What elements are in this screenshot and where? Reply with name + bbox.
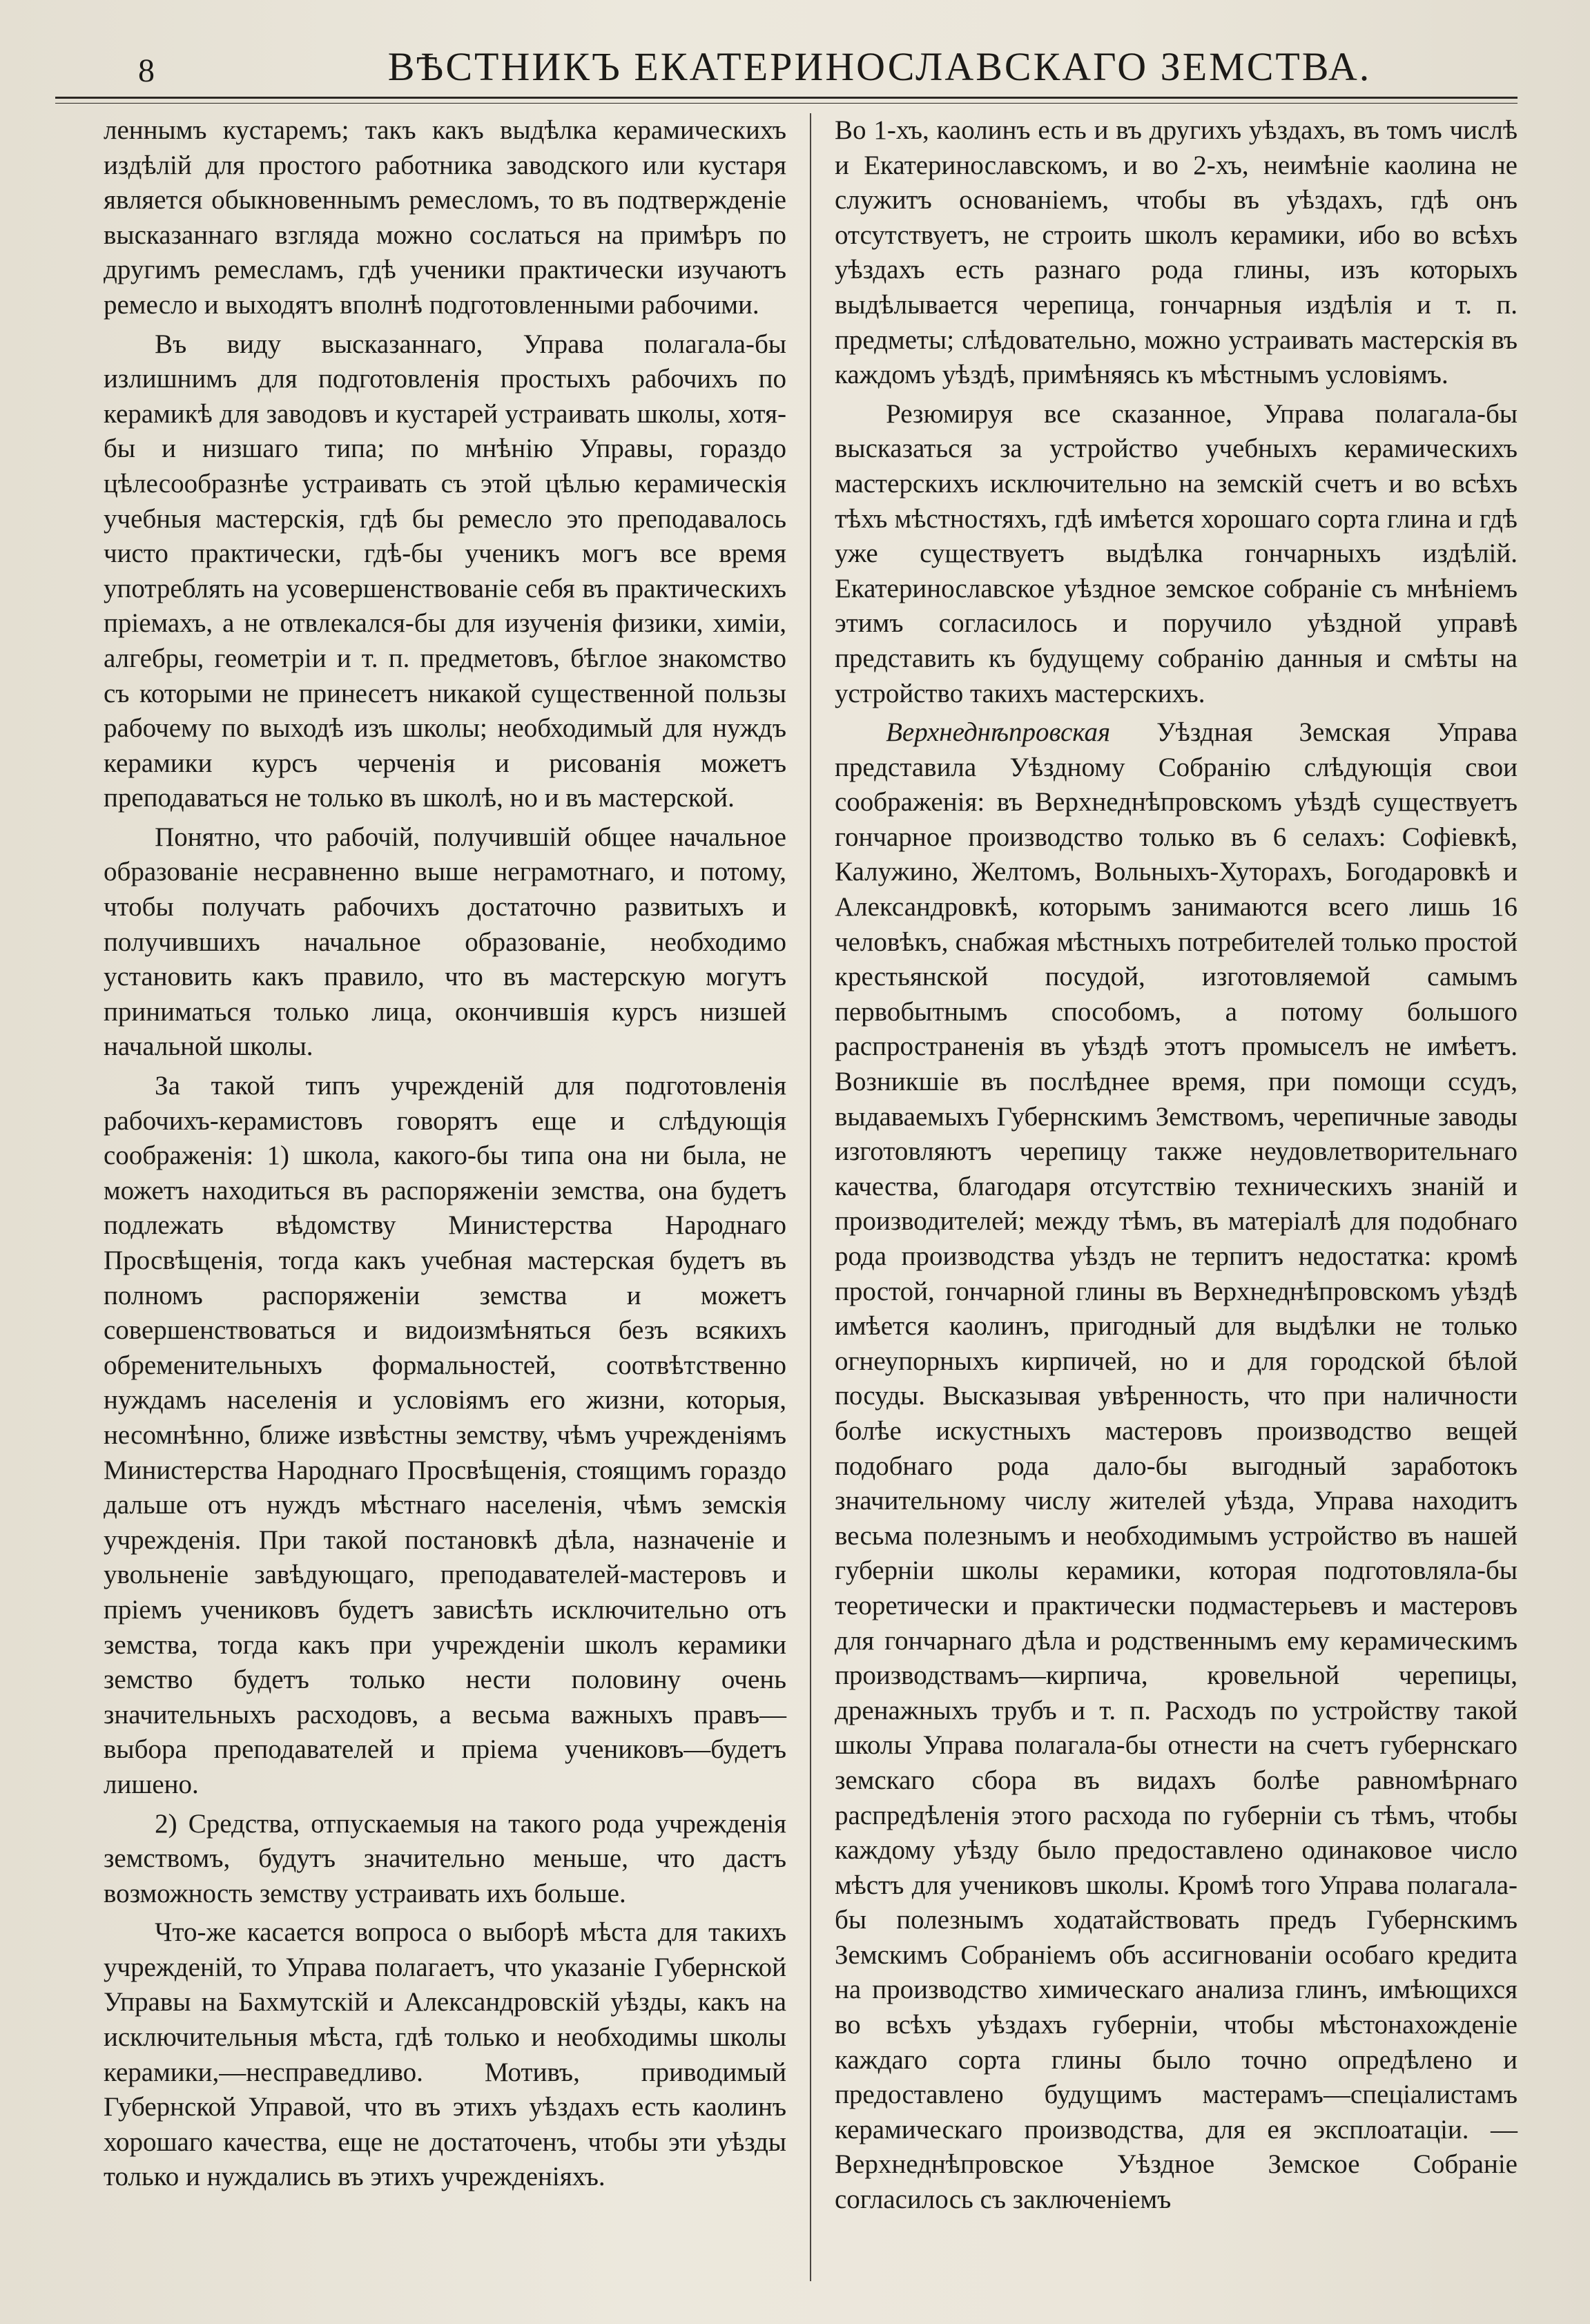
paragraph: Понятно, что рабочій, получившій общее начальное образованіе несравненно выше неграмотнаго, и потому, чтобы получать рабочихъ достаточно развитыхъ и получившихъ начальное образованіе, необходимо установить какъ правило, что въ мастерскую могутъ приниматься только лица, окончившія курсъ низшей начальной школы.	[104, 822, 786, 1062]
paragraph: 2) Средства, отпускаемыя на такого рода учрежденія земствомъ, будутъ значительно меньше, что дастъ возможность земству устраивать ихъ больше.	[104, 1808, 786, 1908]
paragraph: Во 1-хъ, каолинъ есть и въ другихъ уѣздахъ, въ томъ числѣ и Екатеринославскомъ, и во 2-хъ, неимѣніе каолина не служитъ основаніемъ, чтобы въ уѣздахъ, гдѣ онъ отсутствуетъ, не строить школъ керамики, ибо во всѣхъ уѣздахъ есть разнаго рода глины, изъ которыхъ выдѣлывается черепица, гончарныя издѣлія и т. п. предметы; слѣдовательно, можно устраивать мастерскія въ каждомъ уѣздѣ, примѣняясь къ мѣстнымъ условіямъ.	[835, 115, 1518, 390]
running-title: ВѢСТНИКЪ ЕКАТЕРИНОСЛАВСКАГО ЗЕМСТВА.	[387, 44, 1372, 89]
district-name-italic: Верхнеднѣпровская	[886, 717, 1111, 748]
paragraph: Резюмируя все сказанное, Управа полагала-бы высказаться за устройство учебныхъ керамическихъ мастерскихъ исключительно на земскій счетъ и во всѣхъ тѣхъ мѣстностяхъ, гдѣ имѣется хорошаго сорта глина и гдѣ уже существуетъ выдѣлка гончарныхъ издѣлій. Екатеринославское уѣздное земское собраніе съ мнѣніемъ этимъ согласилось и поручило уѣздной управѣ представить къ будущему собранію данныя и смѣты на устройство такихъ мастерскихъ.	[835, 398, 1518, 708]
paragraph-text: Уѣздная Земская Управа представила Уѣздному Собранію слѣдующія свои соображенія: въ Верхнеднѣпровскомъ уѣздѣ существуетъ гончарное производство только въ 6 селахъ: Софіевкѣ, Калужино, Желтомъ, Вольныхъ-Хуторахъ, Богодаровкѣ и Александровкѣ, которымъ занимаются всего лишь 16 человѣкъ, снабжая мѣстныхъ потребителей только простой крестьянской посудой, изготовляемой самымъ первобытнымъ способомъ, а потому большого распространенія въ уѣздѣ этотъ промыселъ не имѣетъ. Возникшіе въ послѣднее время, при помощи ссудъ, выдаваемыхъ Губернскимъ Земствомъ, черепичные заводы изготовляютъ черепицу также неудовлетворительнаго качества, благодаря отсутствію техническихъ знаній и производителей; между тѣмъ, въ матеріалѣ для подобнаго рода производства уѣздъ не терпитъ недостатка: кромѣ простой, гончарной глины въ Верхнеднѣпровскомъ уѣздѣ имѣется каолинъ, пригодный для выдѣлки не только огнеупорныхъ кирпичей, но и для городской бѣлой посуды. Высказывая увѣренность, что при наличности болѣе искустныхъ мастеровъ производство вещей подобнаго рода дало-бы выгодный заработокъ значительному числу жителей уѣзда, Управа находитъ весьма полезнымъ и необходимымъ устройство въ нашей губерніи школы керамики, которая подготовляла-бы теоретически и практически подмастерьевъ и мастеровъ для гончарнаго дѣла и родственнымъ ему керамическимъ производствамъ—кирпича, кровельной черепицы, дренажныхъ трубъ и т. п. Расходъ по устройству такой школы Управа полагала-бы отнести на счетъ губернскаго земскаго сбора въ видахъ болѣе равномѣрнаго распредѣленія этого расхода по губерніи съ тѣмъ, чтобы каждому уѣзду было предоставлено одинаковое число мѣстъ для учениковъ школы. Кромѣ того Управа полагала-бы полезнымъ ходатайствовать предъ Губернскимъ Земскимъ Собраніемъ объ ассигнованіи особаго кредита на производство химическаго анализа глинъ, имѣющихся во всѣхъ уѣздахъ губерніи, чтобы мѣстонахожденіе каждаго сорта глины было точно опредѣлено и предоставлено будущимъ мастерамъ—спеціалистамъ керамическаго производства, для ея эксплоатаціи. — Верхнеднѣпровское Уѣздное Земское Собраніе согласилось съ заключеніемъ	[835, 717, 1518, 2215]
paragraph: За такой типъ учрежденій для подготовленія рабочихъ-керамистовъ говорятъ еще и слѣдующія соображенія: 1) школа, какого-бы типа она ни была, не можетъ находиться въ распоряженіи земства, она будетъ подлежать вѣдомству Министерства Народнаго Просвѣщенія, тогда какъ учебная мастерская будетъ въ полномъ распоряженіи земства и можетъ совершенствоваться и видоизмѣняться безъ всякихъ обременительныхъ формальностей, соотвѣтственно нуждамъ населенія и условіямъ его жизни, которыя, несомнѣнно, ближе извѣстны земству, чѣмъ учрежденіямъ Министерства Народнаго Просвѣщенія, стоящимъ гораздо дальше отъ нуждъ мѣстнаго населенія, чѣмъ земскія учрежденія. При такой постановкѣ дѣла, назначеніе и увольненіе завѣдующаго, преподавателей-мастеровъ и пріемъ учениковъ будетъ зависѣть исключительно отъ земства, тогда какъ при учрежденіи школъ керамики земство будетъ только нести половину очень значительныхъ расходовъ, а весьма важныхъ правъ—выбора преподавателей и пріема учениковъ—будетъ лишено.	[104, 1071, 786, 1799]
left-column	[48, 113, 811, 2281]
page-number: 8	[138, 52, 155, 89]
header-rule	[55, 97, 1518, 104]
masthead	[48, 21, 1524, 90]
paragraph: леннымъ кустаремъ; такъ какъ выдѣлка керамическихъ издѣлій для простого работника заводского или кустаря является обыкновеннымъ ремесломъ, то въ подтвержденіе высказаннаго взгляда можно сослаться на примѣръ по другимъ ремесламъ, гдѣ ученики практически изучаютъ ремесло и выходятъ вполнѣ подготовленными рабочими.	[104, 115, 786, 320]
paragraph: Что-же касается вопроса о выборѣ мѣста для такихъ учрежденій, то Управа полагаетъ, что указаніе Губернской Управы на Бахмутскій и Александровскій уѣзды, какъ на исключительныя мѣста, гдѣ только и необходимы школы керамики,—несправедливо. Мотивъ, приводимый Губернской Управой, что въ этихъ уѣздахъ есть каолинъ хорошаго качества, еще не достаточенъ, чтобы эти уѣзды только и нуждались въ этихъ учрежденіяхъ.	[104, 1917, 786, 2192]
right-column	[811, 113, 1524, 2281]
text-columns	[48, 113, 1524, 2281]
paragraph	[835, 715, 1518, 2218]
paragraph: Въ виду высказаннаго, Управа полагала-бы излишнимъ для подготовленія простыхъ рабочихъ по керамикѣ для заводовъ и кустарей устраивать школы, хотя-бы и низшаго типа; по мнѣнію Управы, гораздо цѣлесообразнѣе устраивать съ этой цѣлью керамическія учебныя мастерскія, гдѣ бы ремесло это преподавалось чисто практически, гдѣ-бы ученикъ могъ все время употреблять на усовершенствованіе себя въ практическихъ пріемахъ, а не отвлекался-бы для изученія физики, химіи, алгебры, геометріи и т. п. предметовъ, бѣглое знакомство съ которыми не принесетъ никакой существенной пользы рабочему по выходѣ изъ школы; необходимый для нуждъ керамики курсъ черченія и рисованія можетъ преподаваться не только въ школѣ, но и въ мастерской.	[104, 329, 786, 813]
